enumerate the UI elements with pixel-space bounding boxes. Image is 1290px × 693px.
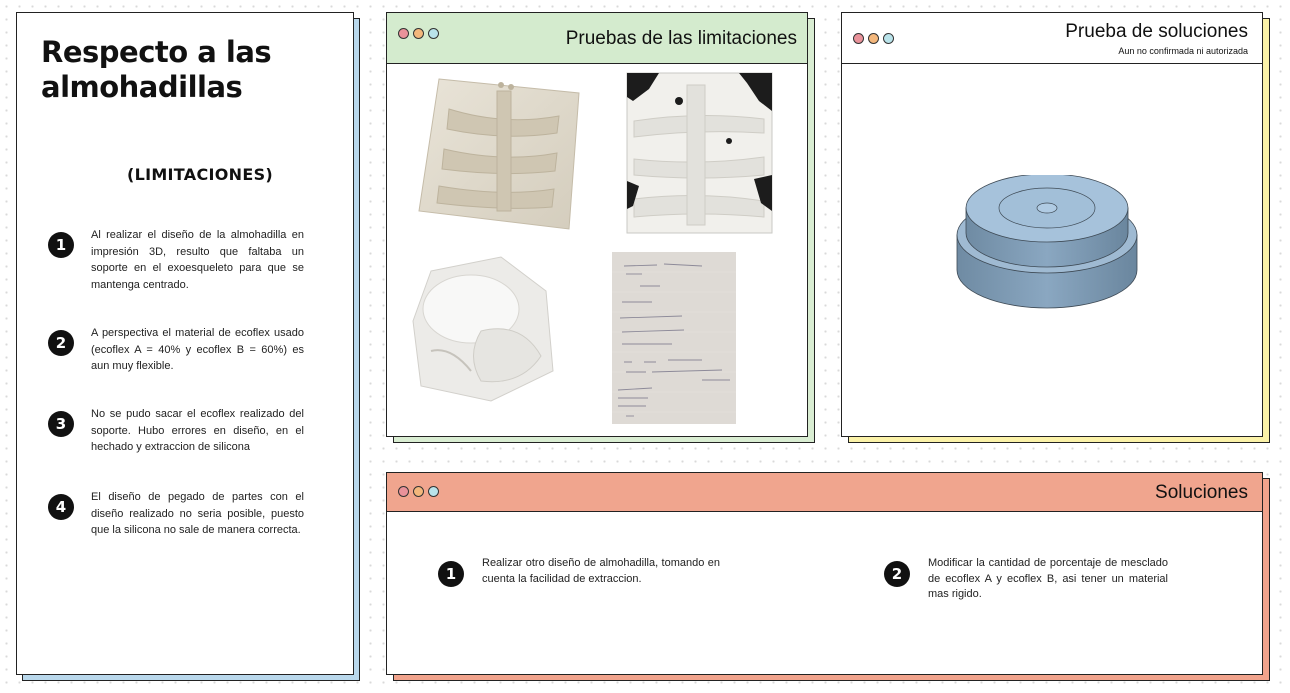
minimize-dot[interactable] (413, 28, 424, 39)
close-dot[interactable] (398, 486, 409, 497)
maximize-dot[interactable] (883, 33, 894, 44)
number-badge-1: 1 (48, 232, 74, 258)
solution-item-1: Realizar otro diseño de almohadilla, tomando en cuenta la facilidad de extraccion. (482, 557, 720, 585)
number-badge-2: 2 (48, 330, 74, 356)
solutions-window (386, 472, 1263, 675)
close-dot[interactable] (398, 28, 409, 39)
window-controls[interactable] (398, 26, 443, 44)
solution-test-window-header (842, 13, 1262, 64)
photo-mold-residue (619, 71, 774, 236)
limitation-item-4: El diseño de pegado de partes con el diseño realizado no seria posible, puesto que la silicona no sale de manera correcta. (91, 491, 304, 536)
minimize-dot[interactable] (413, 486, 424, 497)
limitations-title: Respecto a las almohadillas (41, 35, 272, 105)
maximize-dot[interactable] (428, 28, 439, 39)
number-badge-3: 3 (48, 411, 74, 437)
minimize-dot[interactable] (868, 33, 879, 44)
limitations-card (16, 12, 354, 675)
cad-model-render (952, 175, 1142, 320)
tests-window (386, 12, 808, 437)
number-badge-4: 4 (48, 494, 74, 520)
limitation-item-2: A perspectiva el material de ecoflex usado (ecoflex A = 40% y ecoflex B = 60%) es aun muy flexible. (91, 327, 304, 372)
maximize-dot[interactable] (428, 486, 439, 497)
solution-test-window-title: Prueba de soluciones (1065, 21, 1248, 42)
solutions-window-header (387, 473, 1262, 512)
solutions-window-title: Soluciones (1155, 482, 1248, 503)
limitation-item-3: No se pudo sacar el ecoflex realizado del soporte. Hubo errores en diseño, en el hechado y extraccion de silicona (91, 408, 304, 453)
solution-test-window-subtitle: Aun no confirmada ni autorizada (1118, 46, 1248, 56)
window-controls[interactable] (398, 484, 443, 502)
solution-badge-1: 1 (438, 561, 464, 587)
limitation-item-1: Al realizar el diseño de la almohadilla en impresión 3D, resulto que faltaba un soporte en el exoesqueleto para que se mantenga centrado. (91, 229, 304, 291)
limitations-subtitle: (LIMITACIONES) (126, 165, 274, 184)
close-dot[interactable] (853, 33, 864, 44)
solution-item-2: Modificar la cantidad de porcentaje de mesclado de ecoflex A y ecoflex B, asi tener un material mas rigido. (928, 557, 1168, 600)
photo-notes-sheet (612, 252, 736, 424)
solution-test-window (841, 12, 1263, 437)
tests-window-header (387, 13, 807, 64)
photo-printed-mold (409, 71, 584, 231)
tests-window-title: Pruebas de las limitaciones (565, 28, 797, 49)
photo-ecoflex-piece (411, 251, 556, 406)
window-controls[interactable] (853, 31, 898, 49)
solution-badge-2: 2 (884, 561, 910, 587)
